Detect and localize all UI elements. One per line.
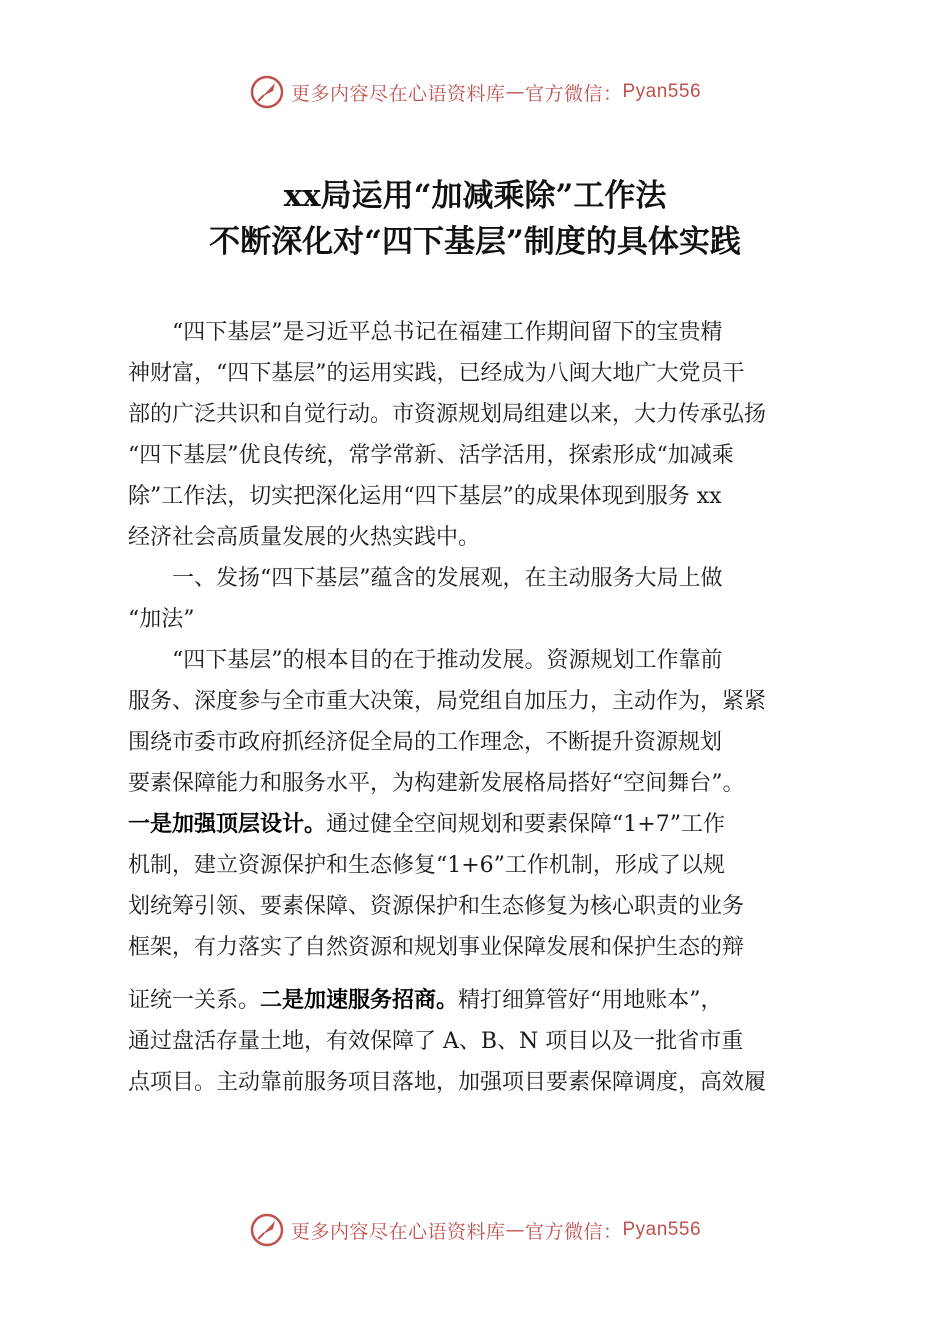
paragraph-2-line: 服务、深度参与全市重大决策，局党组自加压力，主动作为，紧紧 <box>128 689 767 714</box>
watermark-text: 更多内容尽在心语资料库 <box>290 82 506 105</box>
paragraph-3-line: 机制，建立资源保护和生态修复“1+6”工作机制，形成了以规 <box>128 853 725 878</box>
paragraph-1-line: “四下基层”是习近平总书记在福建工作期间留下的宝贵精 <box>172 320 723 345</box>
paragraph-4-line: 点项目。主动靠前服务项目落地，加强项目要素保障调度，高效履 <box>128 1070 767 1095</box>
paragraph-4-text: 精打细算管好“用地账本”， <box>458 988 723 1013</box>
watermark-footer <box>0 1208 950 1252</box>
paragraph-3-line <box>128 804 848 845</box>
paragraph-4-prefix: 证统一关系。 <box>128 988 261 1013</box>
paragraph-1-line: 除”工作法，切实把深化运用“四下基层”的成果体现到服务 xx <box>128 484 722 509</box>
watermark-separator: — <box>505 81 525 103</box>
watermark-separator: — <box>505 1219 525 1241</box>
point-2-lead: 二是加速服务招商。 <box>260 988 459 1013</box>
paragraph-3-line: 框架，有力落实了自然资源和规划事业保障发展和保护生态的辩 <box>128 935 745 960</box>
paragraph-2-line: 要素保障能力和服务水平，为构建新发展格局搭好“空间舞台”。 <box>128 771 745 796</box>
paragraph-1-line: 神财富，“四下基层”的运用实践，已经成为八闽大地广大党员干 <box>128 361 745 386</box>
watermark-wechat-label: 官方微信： <box>524 1220 623 1243</box>
paragraph-1-line: 经济社会高质量发展的火热实践中。 <box>128 525 481 550</box>
section-heading-line: 一、发扬“四下基层”蕴含的发展观，在主动服务大局上做 <box>172 566 723 591</box>
point-1-lead: 一是加强顶层设计。 <box>128 812 327 837</box>
watermark-wechat-id: Pyan556 <box>622 1219 702 1240</box>
watermark-wechat-id: Pyan556 <box>622 81 702 102</box>
quill-logo-icon <box>249 1212 285 1248</box>
paragraph-3-line: 划统筹引领、要素保障、资源保护和生态修复为核心职责的业务 <box>128 894 745 919</box>
document-title-line-2: 不断深化对“四下基层”制度的具体实践 <box>209 224 741 260</box>
quill-logo-icon <box>249 74 285 110</box>
watermark-header <box>0 70 950 114</box>
paragraph-1-line: “四下基层”优良传统，常学常新、活学活用，探索形成“加减乘 <box>128 443 734 468</box>
document-body <box>128 312 848 1103</box>
paragraph-3-text: 通过健全空间规划和要素保障“1+7”工作 <box>326 812 725 837</box>
paragraph-4-line <box>128 980 848 1021</box>
watermark-wechat-label: 官方微信： <box>524 82 623 105</box>
paragraph-2-line: “四下基层”的根本目的在于推动发展。资源规划工作靠前 <box>172 648 723 673</box>
paragraph-4-line: 通过盘活存量土地，有效保障了 A、B、N 项目以及一批省市重 <box>128 1029 744 1054</box>
document-title-line-1: xx局运用“加减乘除”工作法 <box>283 178 667 214</box>
section-heading-line: “加法” <box>128 607 195 632</box>
watermark-text: 更多内容尽在心语资料库 <box>290 1220 506 1243</box>
paragraph-2-line: 围绕市委市政府抓经济促全局的工作理念，不断提升资源规划 <box>128 730 723 755</box>
paragraph-1-line: 部的广泛共识和自觉行动。市资源规划局组建以来，大力传承弘扬 <box>128 402 767 427</box>
